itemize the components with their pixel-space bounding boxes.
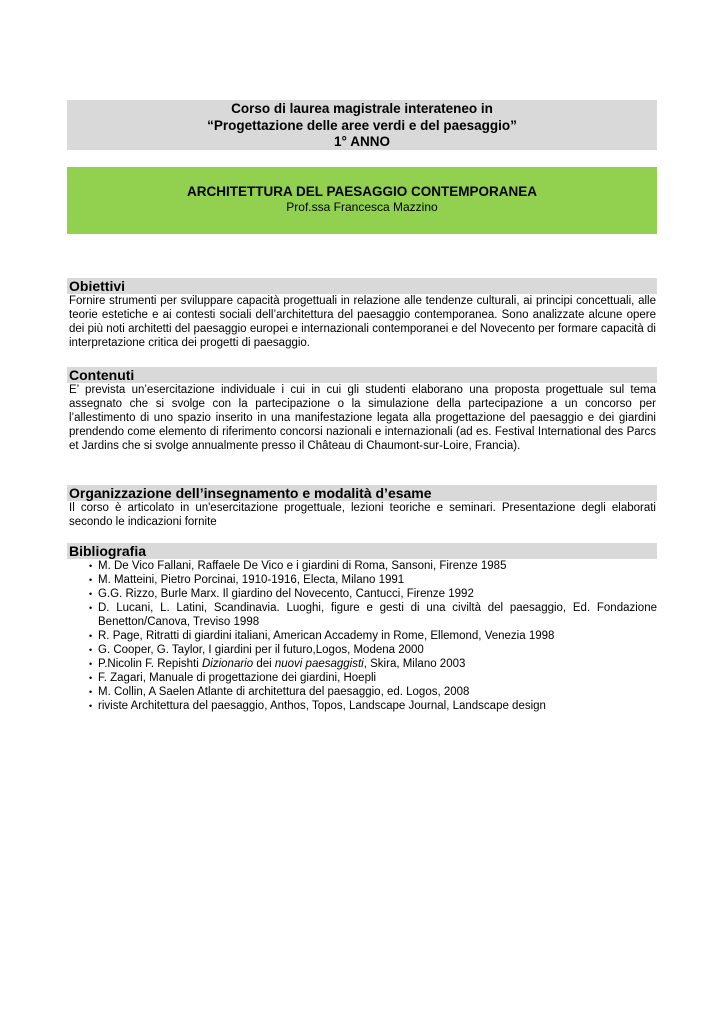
nicolin-subject-italic: nuovi paesaggisti	[274, 658, 364, 670]
degree-header-line2: “Progettazione delle aree verdi e del paesaggio”	[207, 117, 517, 133]
section-contenuti	[67, 367, 657, 453]
bibliography-item	[67, 601, 657, 629]
bibliography-item	[67, 685, 657, 699]
bibliography-item	[67, 629, 657, 643]
bullet-icon: •	[89, 631, 93, 641]
section-heading-bibliografia: Bibliografia	[67, 543, 657, 559]
bibliography-entry: riviste Architettura del paesaggio, Anthos, Topos, Landscape Journal, Landscape design	[98, 700, 546, 712]
bullet-icon: •	[89, 659, 93, 669]
bullet-icon: •	[89, 589, 93, 599]
bullet-icon: •	[89, 687, 93, 697]
nicolin-prefix: P.Nicolin F. Repishti	[98, 658, 202, 670]
section-text-contenuti: E’ prevista un’esercitazione individuale i cui in cui gli studenti elaborano una proposta progettuale sul tema assegnato che si svolge con la partecipazione o la simulazione della partecipazione a un concorso per l’allestimento di uno spazio inserito in una manifestazione legata alla progettazione del paesaggio e dei giardini prendendo come elemento di riferimento concorsi nazionali e internazionali (ad es. Festival International des Parcs et Jardins che si svolge annualmente presso il Château di Chaumont-sur-Loire, Francia).	[69, 384, 656, 452]
bullet-icon: •	[89, 603, 93, 613]
bibliography-entry: F. Zagari, Manuale di progettazione dei giardini, Hoepli	[98, 672, 377, 684]
section-heading-obiettivi: Obiettivi	[67, 278, 657, 294]
degree-header	[67, 100, 657, 150]
course-professor: Prof.ssa Francesca Mazzino	[286, 200, 438, 214]
bullet-icon: •	[89, 575, 93, 585]
course-banner	[67, 167, 657, 234]
bibliography-item	[67, 643, 657, 657]
bullet-icon: •	[89, 645, 93, 655]
section-heading-contenuti: Contenuti	[67, 367, 657, 383]
bibliography-entry-nicolin	[98, 657, 657, 671]
bullet-icon: •	[89, 673, 93, 683]
nicolin-suffix: , Skira, Milano 2003	[363, 658, 466, 670]
bullet-icon: •	[89, 701, 93, 711]
course-title: ARCHITETTURA DEL PAESAGGIO CONTEMPORANEA	[186, 184, 537, 199]
section-heading-organizzazione: Organizzazione dell’insegnamento e modalità d’esame	[67, 485, 657, 501]
bullet-icon: •	[89, 561, 93, 571]
bibliography-entry: M. Collin, A Saelen Atlante di architettura del paesaggio, ed. Logos, 2008	[98, 686, 470, 698]
degree-header-line1: Corso di laurea magistrale interateneo in	[231, 101, 493, 116]
bibliography-entry: R. Page, Ritratti di giardini italiani, American Accademy in Rome, Ellemond, Venezia 1998	[98, 630, 555, 642]
bibliography-entry: M. De Vico Fallani, Raffaele De Vico e i giardini di Roma, Sansoni, Firenze 1985	[98, 560, 507, 572]
bibliography-list	[67, 559, 657, 713]
bibliography-item	[67, 573, 657, 587]
bibliography-entry: M. Matteini, Pietro Porcinai, 1910-1916, Electa, Milano 1991	[98, 574, 405, 586]
bibliography-item	[67, 657, 657, 671]
section-text-obiettivi: Fornire strumenti per sviluppare capacità progettuali in relazione alle tendenze culturali, ai principi concettuali, alle teorie estetiche e ai contesti sociali dell’architettura del paesaggio contemporanea. Sono analizzate alcune opere dei più noti architetti del paesaggio europei e internazionali contemporanei e del Novecento per formare capacità di interpretazione critica dei progetti di paesaggio.	[69, 295, 656, 349]
bibliography-entry: G. Cooper, G. Taylor, I giardini per il futuro,Logos, Modena 2000	[98, 644, 424, 656]
section-bibliografia	[67, 543, 657, 713]
bibliography-entry: G.G. Rizzo, Burle Marx. Il giardino del Novecento, Cantucci, Firenze 1992	[98, 588, 474, 600]
nicolin-title-italic: Dizionario	[201, 658, 254, 670]
degree-header-line3: 1° ANNO	[334, 134, 390, 149]
section-text-organizzazione: Il corso è articolato in un'esercitazione progettuale, lezioni teoriche e seminari. Presentazione degli elaborati secondo le indicazioni fornite	[69, 502, 656, 528]
section-organizzazione	[67, 485, 657, 529]
bibliography-item	[67, 587, 657, 601]
bibliography-entry: D. Lucani, L. Latini, Scandinavia. Luoghi, figure e gesti di una civiltà del paesaggio, Ed. Fondazione Benetton/Canova, Treviso 1998	[98, 602, 657, 628]
bibliography-item	[67, 699, 657, 713]
section-obiettivi	[67, 278, 657, 350]
bibliography-item	[67, 671, 657, 685]
nicolin-middle: dei	[253, 658, 275, 670]
bibliography-item	[67, 559, 657, 573]
